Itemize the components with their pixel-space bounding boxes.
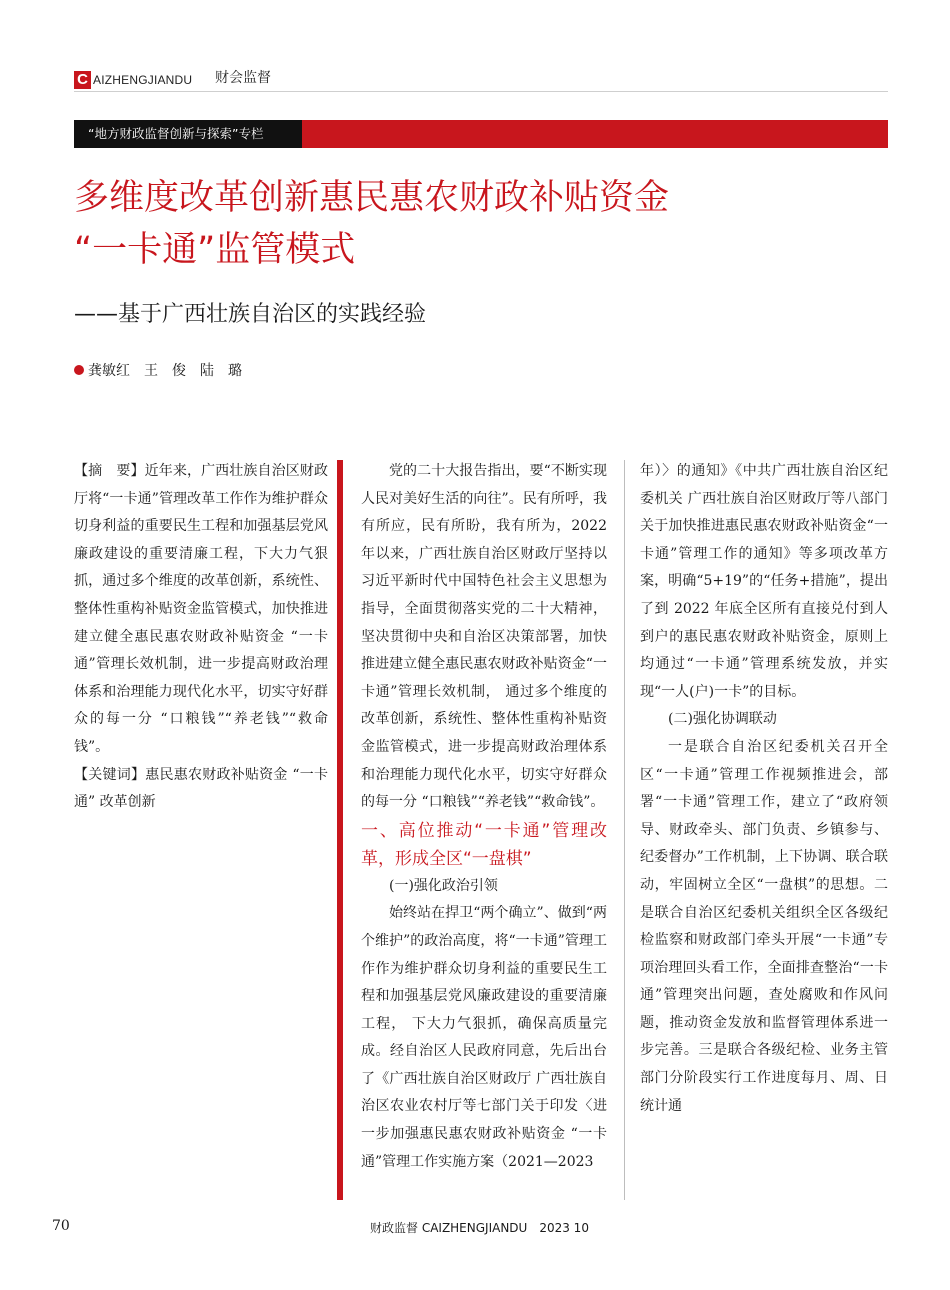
section-heading-1: 一、高位推动“一卡通”管理改革，形成全区“一盘棋” <box>361 820 607 869</box>
column-separator <box>624 460 625 1200</box>
journal-logo-text: AIZHENGJIANDU <box>93 73 193 87</box>
body-column-2 <box>361 458 607 1176</box>
keywords-label: 【关键词】 <box>74 766 146 783</box>
column-banner-label: “地方财政监督创新与探索”专栏 <box>74 120 302 148</box>
header-divider <box>74 91 888 92</box>
journal-footer: 财政监督 CAIZHENGJIANDU 2023 10 <box>370 1221 589 1235</box>
keywords <box>74 762 328 817</box>
keywords-text: 惠民惠农财政补贴资金 “一卡通” 改革创新 <box>74 766 329 811</box>
body-paragraph-3: 一是联合自治区纪委机关召开全区“一卡通”管理工作视频推进会，部署“一卡通”管理工作，建立了“政府领导、财政牵头、部门负责、乡镇参与、纪委督办”工作机制，上下协调、联合联动，牢固树立全区“一盘棋”的思想。二是联合自治区纪委机关组织全区各级纪检监察和财政部门牵头开展“一卡通”专项治理回头看工作，全面排查整治“一卡通”管理突出问题，查处腐败和作风问题，推动资金发放和监督管理体系进一步完善。三是联合各级纪检、业务主管部门分阶段实行工作进度每月、周、日统计通 <box>640 738 888 1114</box>
journal-logo-mark: C <box>74 71 91 89</box>
article-title-line-2: “一卡通”监管模式 <box>74 230 356 270</box>
body-paragraph-1: 党的二十大报告指出，要“不断实现人民对美好生活的向往”。民有所呼，我有所应，民有所盼，我有所为，2022 年以来，广西壮族自治区财政厅坚持以习近平新时代中国特色社会主义思想为指导，全面贯彻落实党的二十大精神，坚决贯彻中央和自治区决策部署，加快推进建立健全惠民惠农财政补贴资金“一卡通”管理长效机制， 通过多个维度的改革创新，系统性、整体性重构补贴资金监管模式，进一步提高财政治理体系和治理能力现代化水平，切实守好群众的每一分 “口粮钱”“养老钱”“救命钱”。 <box>361 463 607 811</box>
bullet-dot-icon <box>74 365 84 375</box>
abstract-text: 近年来，广西壮族自治区财政厅将“一卡通”管理改革工作作为维护群众切身利益的重要民生工程和加强基层党风廉政建设的重要清廉工程，下大力气狠抓，通过多个维度的改革创新，系统性、整体性重构补贴资金监管模式，加快推进建立健全惠民惠农财政补贴资金 “一卡通”管理长效机制，进一步提高财政治理体系和治理能力现代化水平，切实守好群众的每一分 “口粮钱”“养老钱”“救命钱”。 <box>74 463 329 755</box>
author-line <box>74 360 242 380</box>
section-name: 财会监督 <box>215 70 271 86</box>
abstract <box>74 458 328 762</box>
subheading-1-1: (一)强化政治引领 <box>389 877 498 894</box>
subheading-1-2: (二)强化协调联动 <box>668 711 777 728</box>
article-title-line-1: 多维度改革创新惠民惠农财政补贴资金 <box>74 178 670 218</box>
page-number: 70 <box>52 1218 70 1234</box>
abstract-label: 【摘 要】 <box>74 463 145 479</box>
body-column-3 <box>640 458 888 1120</box>
article-title <box>74 172 894 276</box>
body-paragraph-2: 始终站在捍卫“两个确立”、做到“两个维护”的政治高度，将“一卡通”管理工作作为维护群众切身利益的重要民生工程和加强基层党风廉政建设的重要清廉工程， 下大力气狠抓，确保高质量完成。经自治区人民政府同意，先后出台了《广西壮族自治区财政厅 广西壮族自治区农业农村厅等七部门关于印发〈进一步加强惠民惠农财政补贴资金 “一卡通”管理工作实施方案（2021—2023 <box>361 905 607 1170</box>
body-paragraph-2-continued: 年）〉的通知》《中共广西壮族自治区纪委机关 广西壮族自治区财政厅等八部门关于加快推进惠民惠农财政补贴资金“一卡通”管理工作的通知》等多项改革方案，明确“5+19”的“任务+措施”，提出了到 2022 年底全区所有直接兑付到人到户的惠民惠农财政补贴资金，原则上均通过“一卡通”管理系统发放，并实现“一人(户)一卡”的目标。 <box>640 463 888 700</box>
column-accent-bar <box>337 460 343 1200</box>
author-names: 龚敏红 王 俊 陆 璐 <box>88 363 242 379</box>
article-subtitle: ——基于广西壮族自治区的实践经验 <box>74 302 427 327</box>
abstract-column <box>74 458 328 817</box>
